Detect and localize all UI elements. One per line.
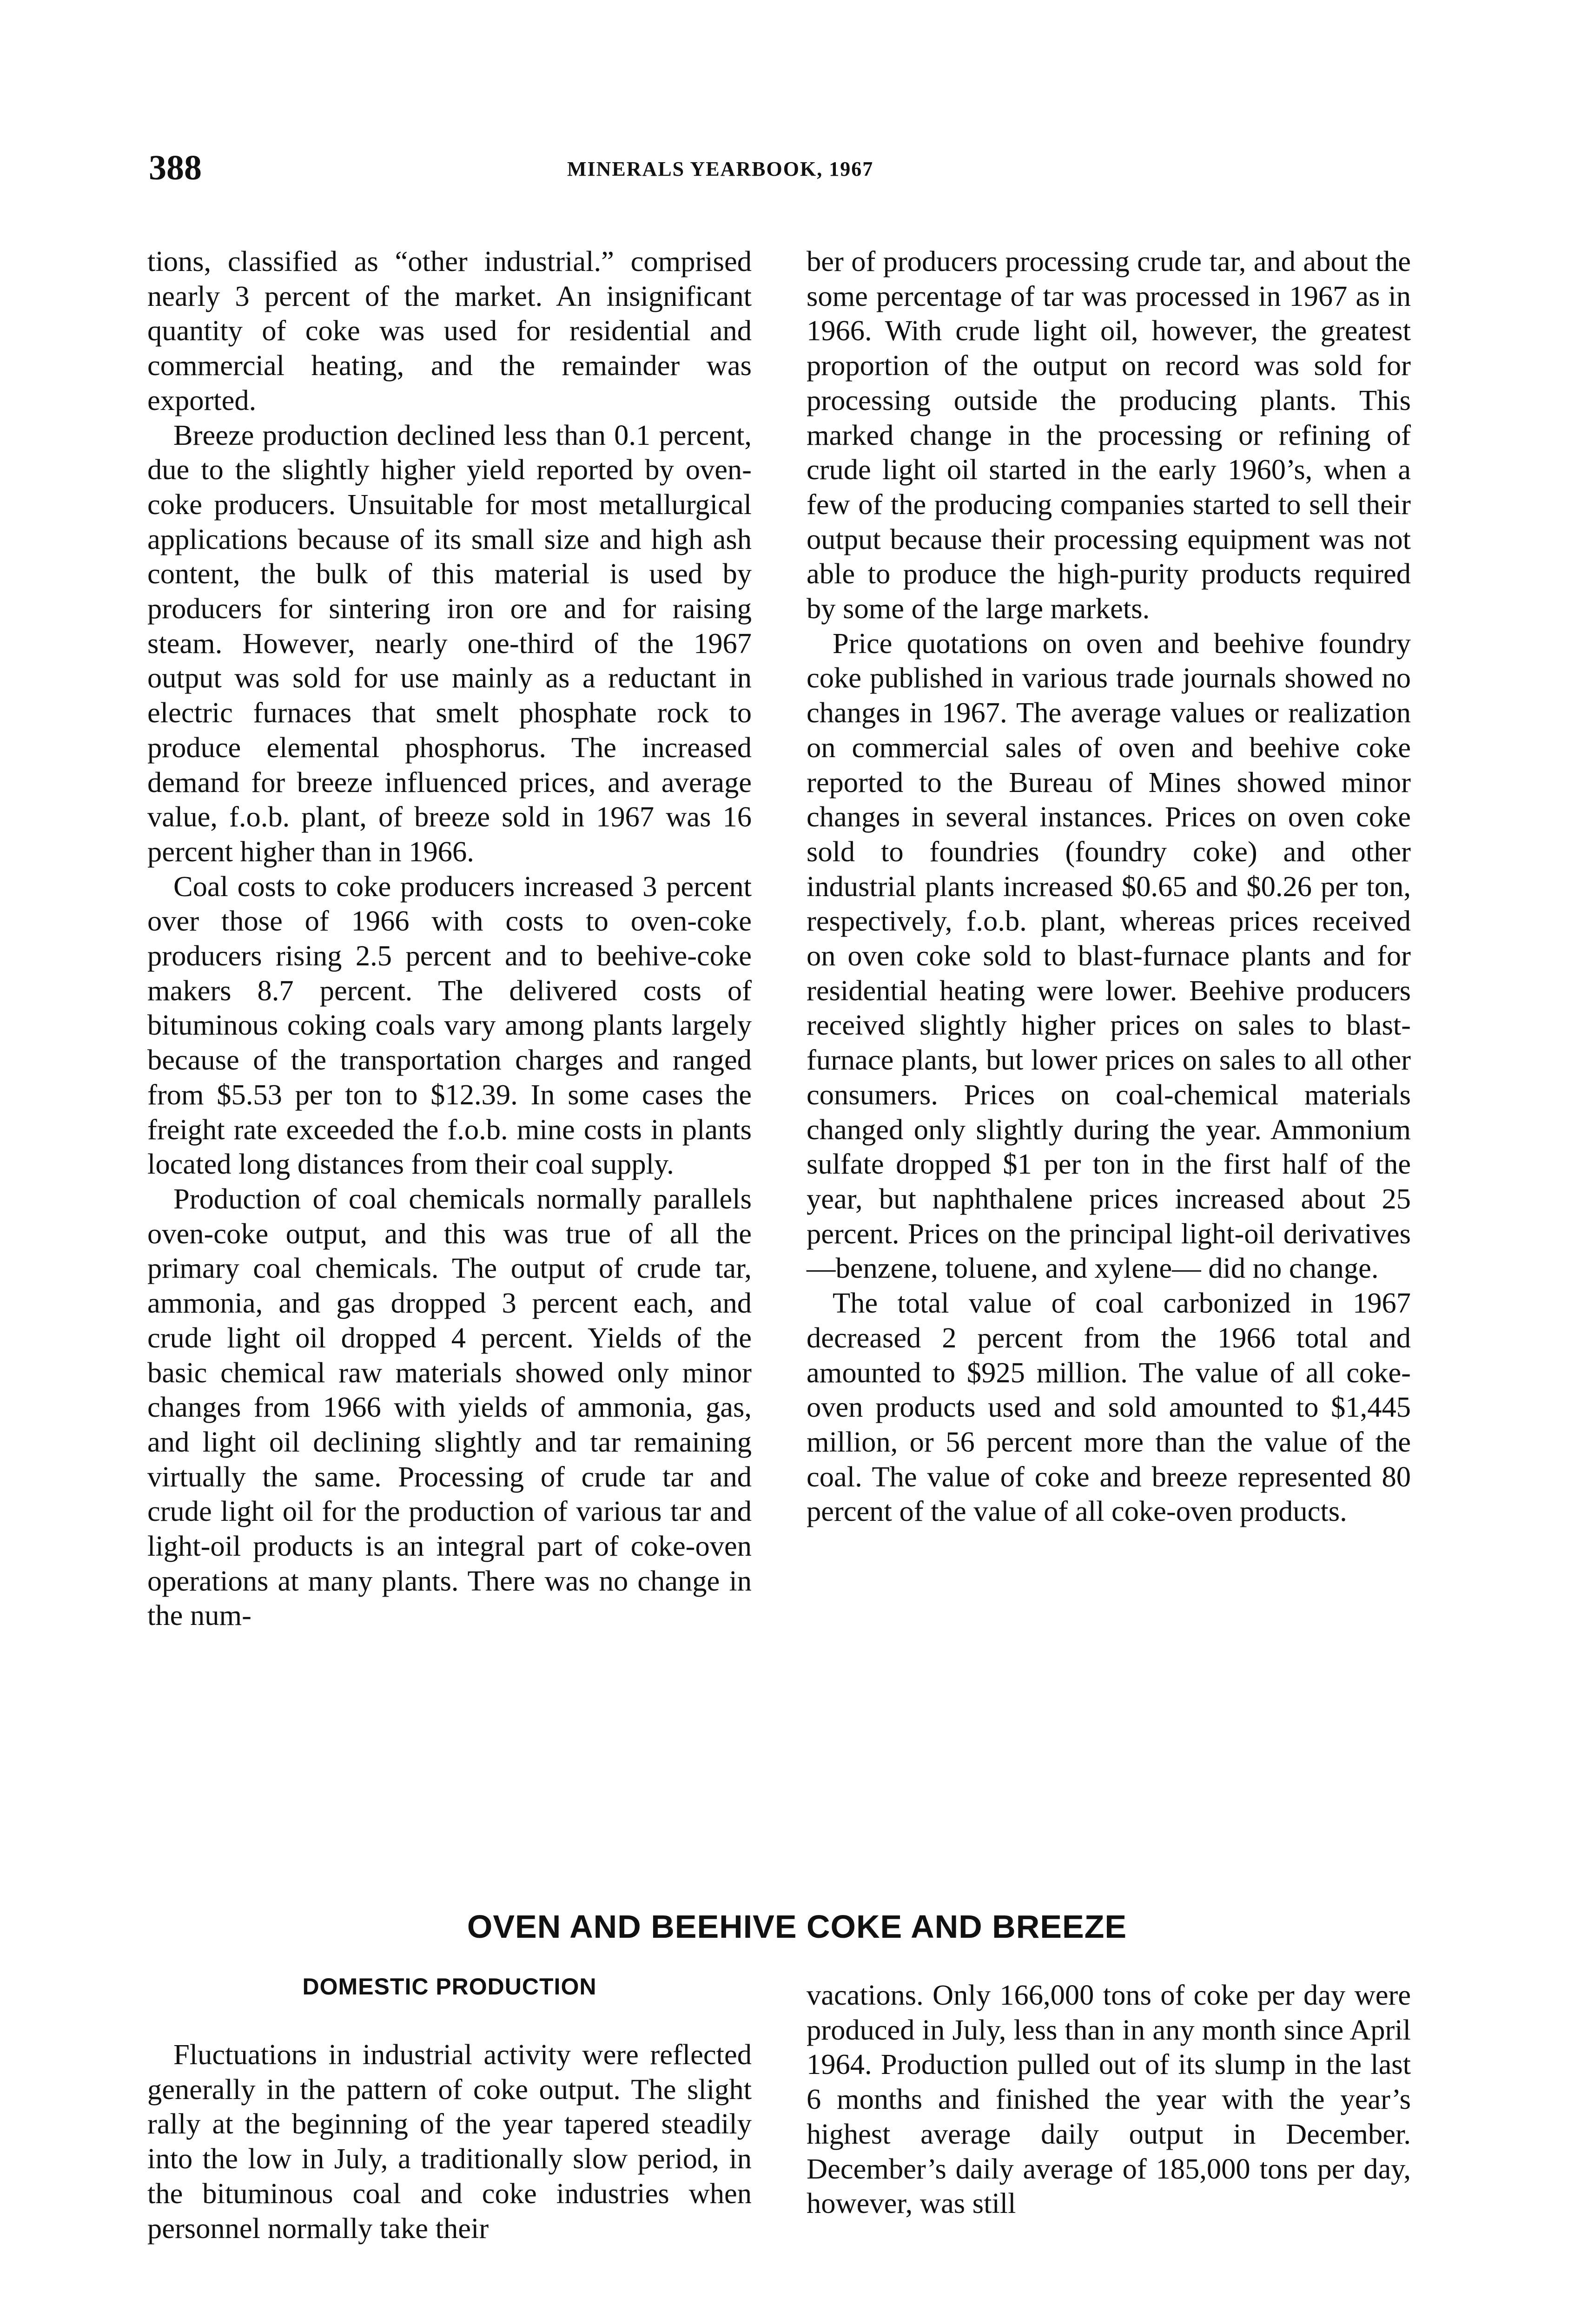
paragraph: Fluctuations in industrial activity were reflected generally in the pattern of coke output. The slight rally at the beginning of the year tapered steadily into the low in July, a traditionally slow period, in the bituminous coal and coke industries when personnel normally take their bbox=[147, 2038, 752, 2245]
running-head: MINERALS YEARBOOK, 1967 bbox=[567, 158, 874, 180]
sub-heading: DOMESTIC PRODUCTION bbox=[302, 1974, 597, 2000]
paragraph: tions, classified as “other industrial.” comprised nearly 3 percent of the market. An insignificant quantity of coke was used for residential and commercial heating, and the remainder was exported. bbox=[147, 245, 752, 416]
paragraph: Coal costs to coke producers increased 3 percent over those of 1966 with costs to oven-coke producers rising 2.5 percent and to beehive-coke makers 8.7 percent. The delivered costs of bituminous coking coals vary among plants largely because of the transportation charges and ranged from $5.53 per ton to $12.39. In some cases the freight rate exceeded the f.o.b. mine costs in plants located long distances from their coal supply. bbox=[147, 870, 752, 1181]
paragraph: Price quotations on oven and beehive foundry coke published in various trade journals showed no changes in 1967. The average values or realization on commercial sales of oven and beehive coke reported to the Bureau of Mines showed minor changes in several instances. Prices on oven coke sold to foundries (foundry coke) and other industrial plants increased $0.65 and $0.26 per ton, respectively, f.o.b. plant, whereas prices received on oven coke sold to blast-furnace plants and for residential heating were lower. Beehive producers received slightly higher prices on sales to blast-furnace plants, but lower prices on sales to all other consumers. Prices on coal-chemical materials changed only slightly during the year. Ammonium sulfate dropped $1 per ton in the first half of the year, but naphthalene prices increased about 25 percent. Prices on the principal light-oil derivatives—benzene, toluene, and xylene— did no change. bbox=[807, 627, 1411, 1285]
left-column-bottom bbox=[147, 2037, 752, 2245]
left-column-top bbox=[147, 244, 752, 1633]
paragraph: ber of producers processing crude tar, and about the some percentage of tar was processed in 1967 as in 1966. With crude light oil, however, the greatest proportion of the output on record was sold for processing outside the producing plants. This marked change in the processing or refining of crude light oil started in the early 1960’s, when a few of the producing companies started to sell their output because their processing equipment was not able to produce the high-purity products required by some of the large markets. bbox=[807, 245, 1411, 625]
paragraph: vacations. Only 166,000 tons of coke per day were produced in July, less than in any month since April 1964. Production pulled out of its slump in the last 6 months and finished the year with the year’s highest average daily output in December. December’s daily average of 185,000 tons per day, however, was still bbox=[807, 1979, 1411, 2220]
paragraph: Breeze production declined less than 0.1 percent, due to the slightly higher yield reported by oven-coke producers. Unsuitable for most metallurgical applications because of its small size and high ash content, the bulk of this material is used by producers for sintering iron ore and for raising steam. However, nearly one-third of the 1967 output was sold for use mainly as a reductant in electric furnaces that smelt phosphate rock to produce elemental phosphorus. The increased demand for breeze influenced prices, and average value, f.o.b. plant, of breeze sold in 1967 was 16 percent higher than in 1966. bbox=[147, 418, 752, 868]
paragraph: Production of coal chemicals normally parallels oven-coke output, and this was true of all the primary coal chemicals. The output of crude tar, ammonia, and gas dropped 3 percent each, and crude light oil dropped 4 percent. Yields of the basic chemical raw materials showed only minor changes from 1966 with yields of ammonia, gas, and light oil declining slightly and tar remaining virtually the same. Processing of crude tar and crude light oil for the production of various tar and light-oil products is an integral part of coke-oven operations at many plants. There was no change in the num- bbox=[147, 1182, 752, 1632]
right-column-top bbox=[807, 244, 1411, 1529]
right-column-bottom bbox=[807, 1978, 1411, 2221]
section-heading: OVEN AND BEEHIVE COKE AND BREEZE bbox=[467, 1908, 1127, 1945]
paragraph: The total value of coal carbonized in 1967 decreased 2 percent from the 1966 total and amounted to $925 million. The value of all coke-oven products used and sold amounted to $1,445 million, or 56 percent more than the value of the coal. The value of coke and breeze represented 80 percent of the value of all coke-oven products. bbox=[807, 1287, 1411, 1528]
page-number: 388 bbox=[149, 148, 202, 187]
